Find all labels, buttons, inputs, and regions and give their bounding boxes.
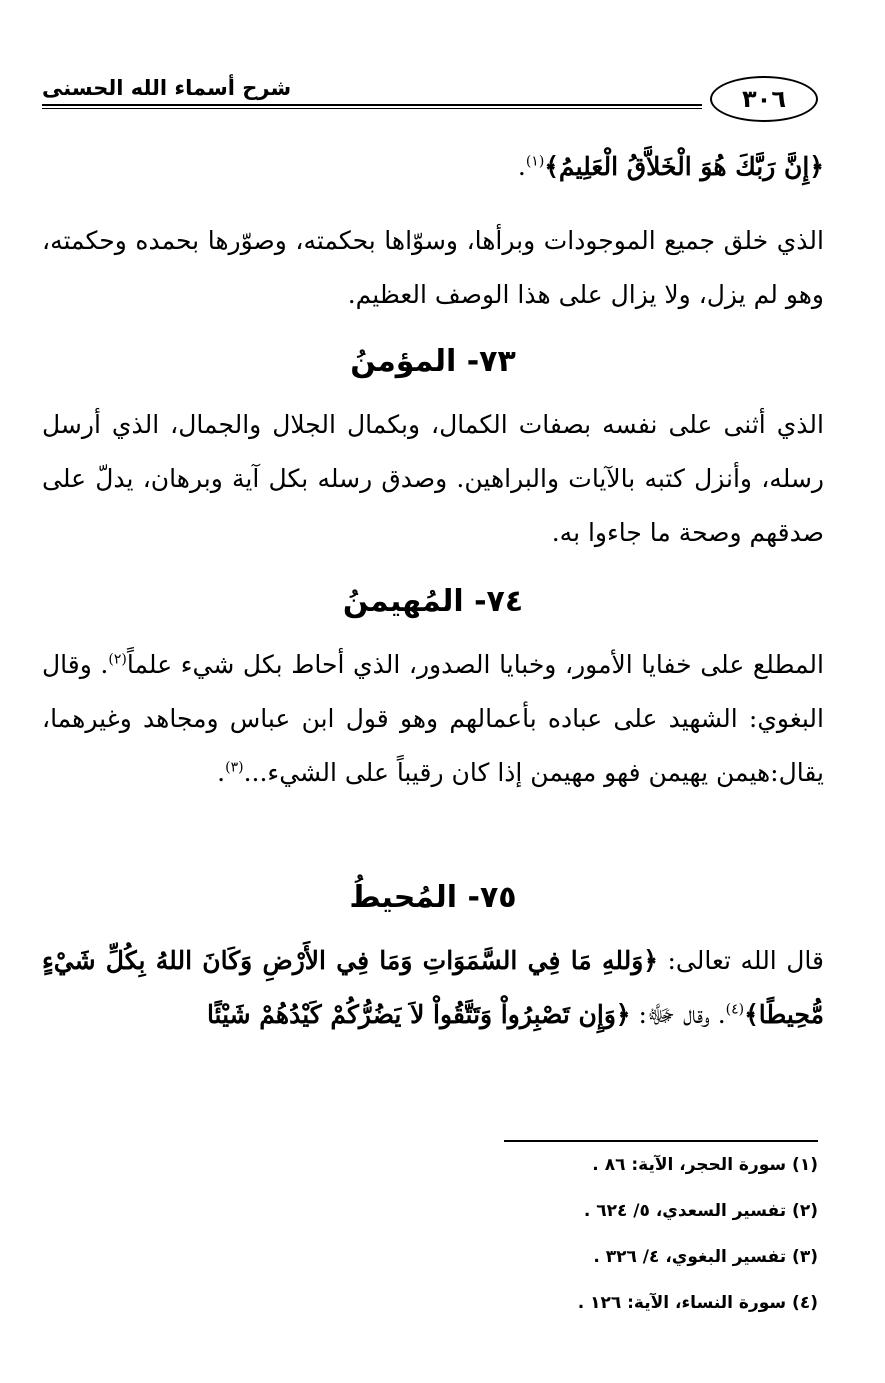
paragraph-text: . وقال البغوي: الشهيد على عباده بأعمالهم وهو قول ابن عباس ومجاهد وغيرهما، يقال:هيمن يهيمن فهو مهيمن إذا كان رقيباً على الشيء... — [42, 650, 824, 787]
quran-verse: ﴿إِنَّ رَبَّكَ هُوَ الْخَلاَّقُ الْعَلِيمُ﴾ — [544, 152, 824, 181]
paragraph-text: قال الله تعالى: — [657, 946, 824, 975]
paragraph-1: الذي خلق جميع الموجودات وبرأها، وسوّاها بحكمته، وصوّرها بحمده وحكمته، وهو لم يزل، ولا يزال على هذا الوصف العظيم. — [42, 226, 824, 309]
verse-line: ﴿إِنَّ رَبَّكَ هُوَ الْخَلاَّقُ الْعَلِيمُ﴾$^{(١)}$. — [517, 152, 824, 181]
header-rule-thin — [42, 108, 702, 109]
footnote-ref: (١) — [525, 153, 545, 170]
footnote-1: (١) سورة الحجر، الآية: ٨٦ . — [592, 1155, 818, 1175]
footnote-ref: (٤) — [725, 1001, 745, 1018]
footnote-4: (٤) سورة النساء، الآية: ١٢٦ . — [577, 1293, 818, 1313]
footnotes — [300, 1150, 818, 1334]
paragraph-text: المطلع على خفايا الأمور، وخبايا الصدور، الذي أحاط بكل شيء علماً — [126, 650, 824, 679]
book-title: شرح أسماء الله الحسنى — [42, 76, 292, 100]
page-number: ٣٠٦ — [710, 76, 818, 122]
page-header — [42, 72, 818, 132]
footnote-ref: (٣) — [225, 759, 244, 776]
footnote-separator — [504, 1140, 818, 1142]
paragraph-al-muhit — [42, 934, 824, 1042]
footnote-2: (٢) تفسير السعدي، ٥/ ٦٢٤ . — [583, 1201, 818, 1221]
header-rule — [42, 104, 702, 106]
heading-al-mumin: ٧٣- المؤمنُ — [350, 344, 516, 379]
heading-al-muhaymin: ٧٤- المُهيمنُ — [342, 584, 524, 619]
paragraph-text: . وقال ﷻ: — [630, 1000, 726, 1029]
footnote-3: (٣) تفسير البغوي، ٤/ ٣٢٦ . — [593, 1247, 818, 1267]
paragraph-al-muhaymin — [42, 638, 824, 800]
paragraph-text: . — [217, 758, 226, 787]
footnote-ref: (٢) — [108, 651, 127, 668]
quran-verse: ﴿وَللهِ مَا فِي السَّمَوَاتِ وَمَا فِي الأَرْضِ وَكَانَ اللهُ بِكُلِّ شَيْءٍ مُّحِيطًا﴾ — [42, 946, 824, 1029]
paragraph-al-mumin: الذي أثنى على نفسه بصفات الكمال، وبكمال الجلال والجمال، الذي أرسل رسله، وأنزل كتبه بالآيات والبراهين. وصدق رسله بكل آية وبرهان، يدلّ على صدقهم وصحة ما جاءوا به. — [42, 410, 824, 547]
quran-verse: ﴿وَإِن تَصْبِرُواْ وَتَتَّقُواْ لاَ يَضُرُّكُمْ كَيْدُهُمْ شَيْئًا — [206, 1000, 631, 1029]
heading-al-muhit: ٧٥- المُحيطُ — [349, 880, 517, 915]
